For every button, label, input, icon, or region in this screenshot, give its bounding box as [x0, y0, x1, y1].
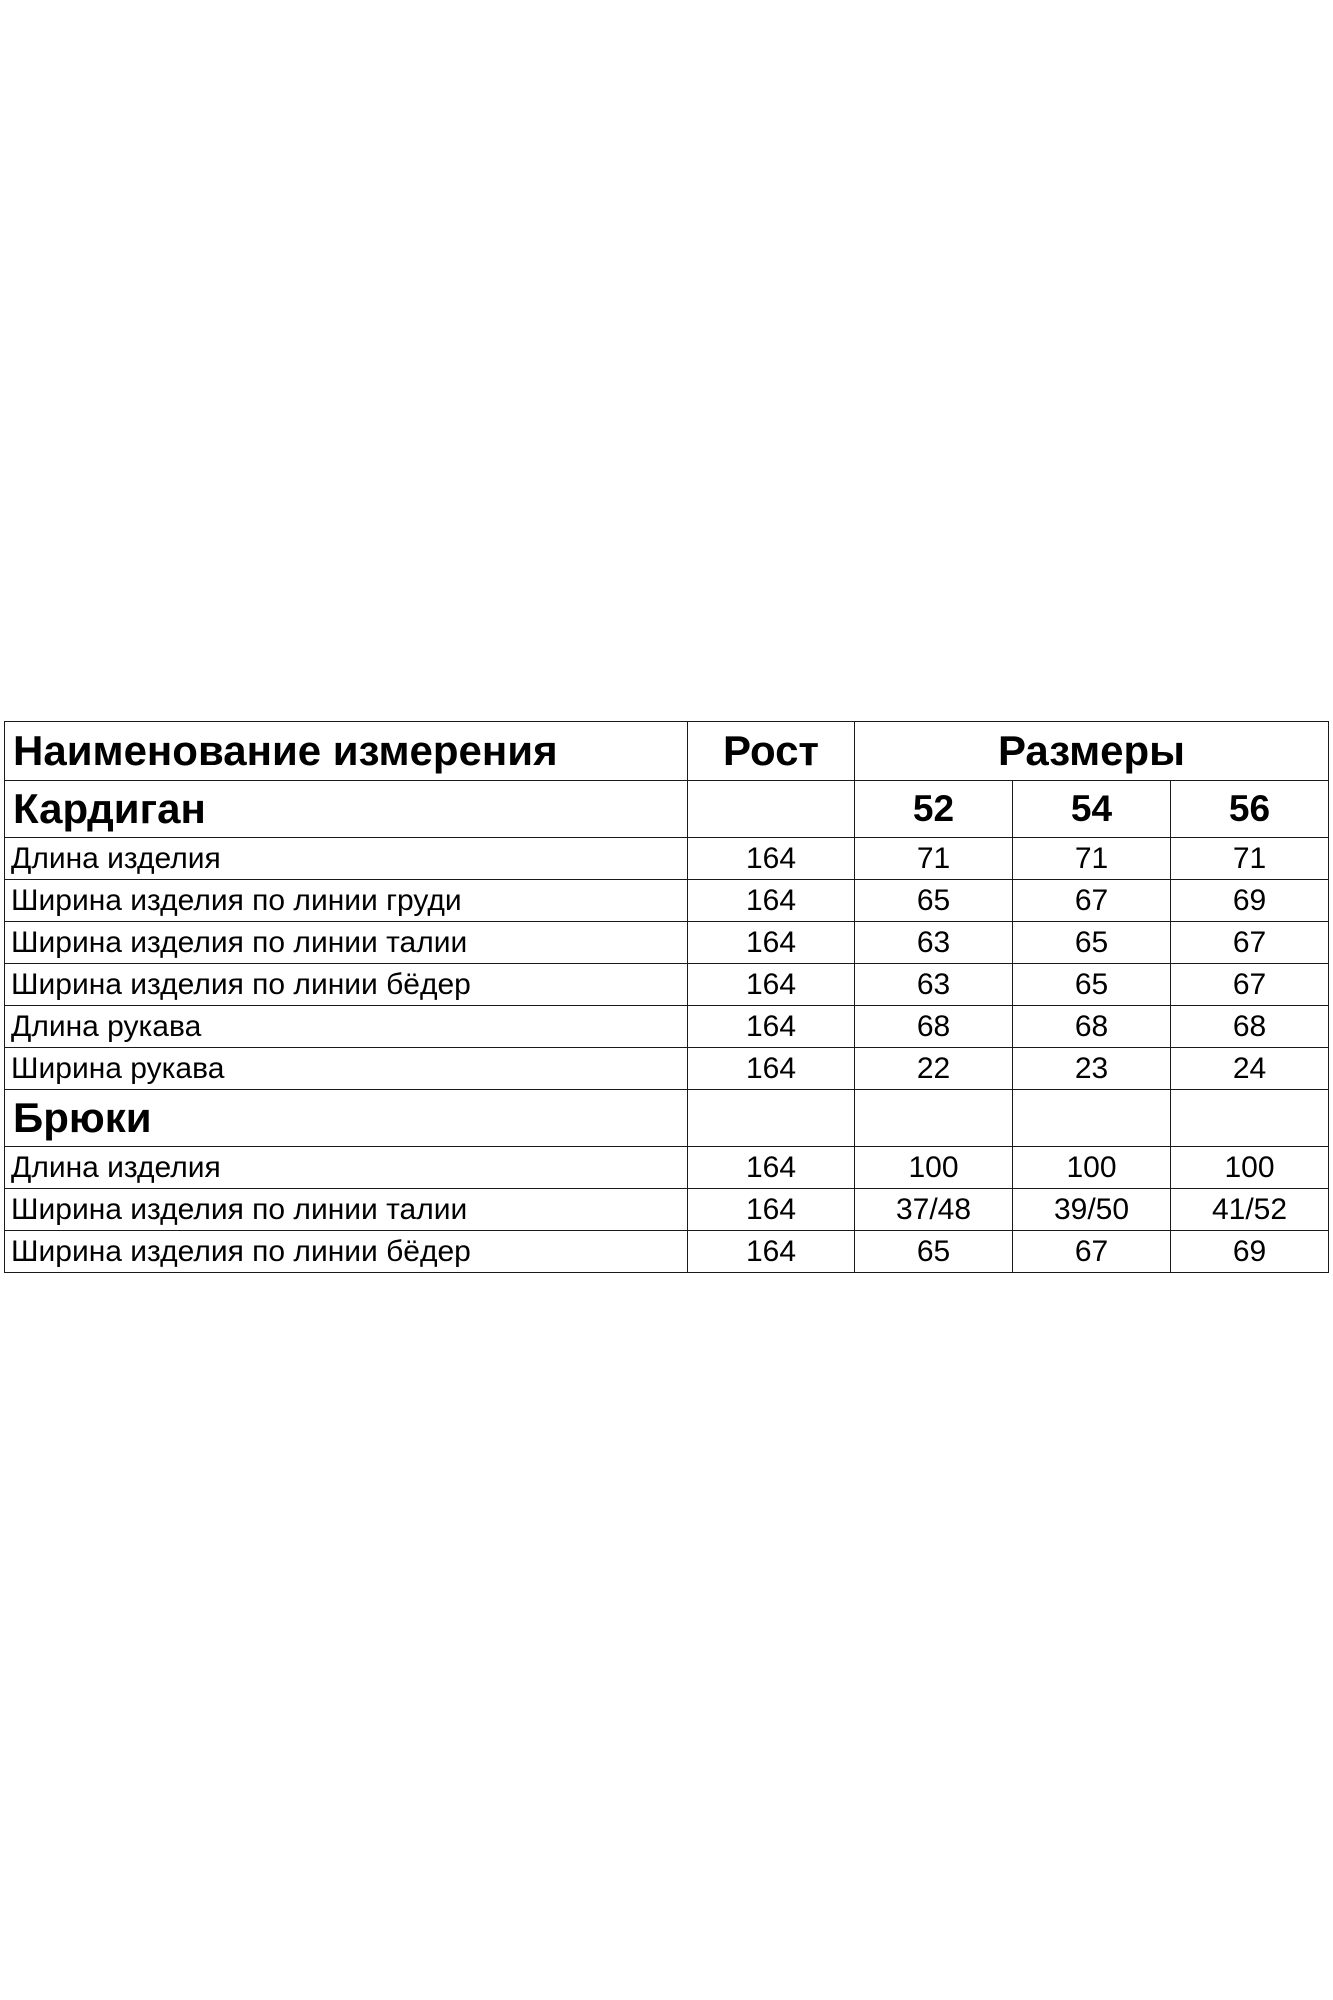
rost-value: 164 [688, 964, 855, 1006]
section-rost-cell [688, 781, 855, 838]
section-header-row [5, 781, 1329, 838]
size-value: 71 [1171, 838, 1329, 880]
size-value: 22 [855, 1048, 1013, 1090]
rost-value: 164 [688, 1231, 855, 1273]
size-value: 63 [855, 964, 1013, 1006]
size-value: 68 [1013, 1006, 1171, 1048]
section-header-row [5, 1090, 1329, 1147]
table-row [5, 1231, 1329, 1273]
size-value: 67 [1171, 922, 1329, 964]
size-value: 69 [1171, 1231, 1329, 1273]
size-label: 56 [1171, 781, 1329, 838]
measurement-name: Длина изделия [5, 838, 688, 880]
rost-header: Рост [688, 722, 855, 781]
size-value: 65 [1013, 964, 1171, 1006]
size-value: 67 [1013, 1231, 1171, 1273]
measurement-name: Ширина изделия по линии груди [5, 880, 688, 922]
size-chart-table [4, 721, 1329, 1273]
size-label [855, 1090, 1013, 1147]
rost-value: 164 [688, 922, 855, 964]
table-row [5, 880, 1329, 922]
size-label: 52 [855, 781, 1013, 838]
size-value: 41/52 [1171, 1189, 1329, 1231]
size-value: 39/50 [1013, 1189, 1171, 1231]
size-value: 68 [1171, 1006, 1329, 1048]
measurement-name-header: Наименование измерения [5, 722, 688, 781]
rost-value: 164 [688, 1048, 855, 1090]
table-row [5, 1048, 1329, 1090]
rost-value: 164 [688, 838, 855, 880]
section-rost-cell [688, 1090, 855, 1147]
size-value: 65 [855, 1231, 1013, 1273]
sizes-header: Размеры [855, 722, 1329, 781]
rost-value: 164 [688, 1189, 855, 1231]
size-label: 54 [1013, 781, 1171, 838]
table-row [5, 1189, 1329, 1231]
measurement-name: Ширина изделия по линии бёдер [5, 964, 688, 1006]
size-value: 69 [1171, 880, 1329, 922]
size-value: 68 [855, 1006, 1013, 1048]
size-value: 24 [1171, 1048, 1329, 1090]
size-value: 65 [1013, 922, 1171, 964]
section-title: Брюки [5, 1090, 688, 1147]
rost-value: 164 [688, 1147, 855, 1189]
size-value: 37/48 [855, 1189, 1013, 1231]
size-value: 65 [855, 880, 1013, 922]
size-value: 71 [855, 838, 1013, 880]
rost-value: 164 [688, 1006, 855, 1048]
measurement-name: Ширина изделия по линии талии [5, 1189, 688, 1231]
size-value: 100 [1013, 1147, 1171, 1189]
size-value: 67 [1171, 964, 1329, 1006]
table-row [5, 922, 1329, 964]
size-value: 71 [1013, 838, 1171, 880]
size-label [1171, 1090, 1329, 1147]
size-value: 63 [855, 922, 1013, 964]
table-row [5, 1006, 1329, 1048]
size-label [1013, 1090, 1171, 1147]
size-value: 100 [1171, 1147, 1329, 1189]
table-row [5, 964, 1329, 1006]
measurement-name: Ширина изделия по линии талии [5, 922, 688, 964]
rost-value: 164 [688, 880, 855, 922]
measurement-name: Длина рукава [5, 1006, 688, 1048]
size-value: 100 [855, 1147, 1013, 1189]
table-header-row [5, 722, 1329, 781]
measurement-name: Ширина изделия по линии бёдер [5, 1231, 688, 1273]
size-value: 67 [1013, 880, 1171, 922]
table-row [5, 1147, 1329, 1189]
size-value: 23 [1013, 1048, 1171, 1090]
measurement-name: Длина изделия [5, 1147, 688, 1189]
section-title: Кардиган [5, 781, 688, 838]
measurement-name: Ширина рукава [5, 1048, 688, 1090]
table-row [5, 838, 1329, 880]
